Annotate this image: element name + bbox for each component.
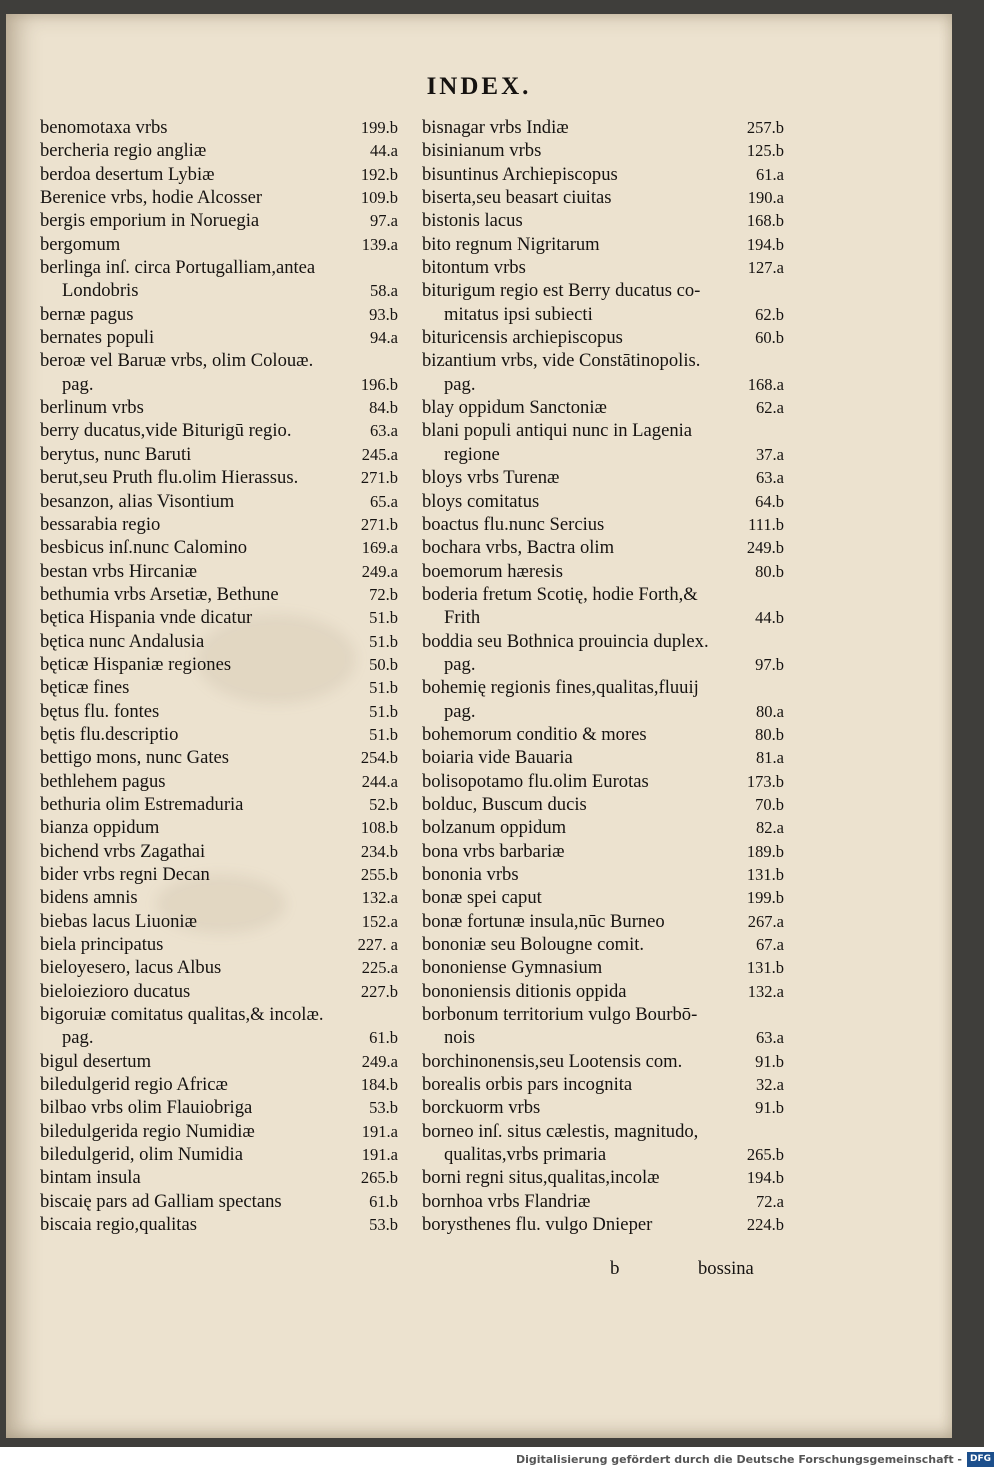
index-entry bbox=[40, 980, 398, 1003]
index-entry bbox=[422, 116, 784, 139]
index-entry bbox=[422, 956, 784, 979]
index-entry bbox=[40, 233, 398, 256]
page-reference: 271.b bbox=[360, 514, 398, 534]
index-entry bbox=[40, 186, 398, 209]
index-entry bbox=[422, 863, 784, 886]
index-term: bercheria regio angliæ bbox=[40, 140, 207, 162]
index-entry bbox=[40, 466, 398, 489]
page-reference: 93.b bbox=[369, 304, 398, 324]
index-term: bistonis lacus bbox=[422, 210, 523, 232]
index-entry bbox=[40, 279, 398, 302]
index-entry bbox=[422, 209, 784, 232]
page-reference: 234.b bbox=[360, 841, 398, 861]
index-entry bbox=[40, 443, 398, 466]
index-term: bieloyesero, lacus Albus bbox=[40, 957, 222, 979]
index-term: boemorum hæresis bbox=[422, 560, 563, 582]
index-entry bbox=[422, 256, 784, 279]
page-reference: 125.b bbox=[746, 141, 784, 161]
index-term: bętis flu.descriptio bbox=[40, 723, 179, 745]
index-term: bigoruiæ comitatus qualitas,& incolæ. bbox=[40, 1004, 324, 1026]
page-reference: 257.b bbox=[746, 118, 784, 137]
index-term: bessarabia regio bbox=[40, 513, 161, 535]
page-reference: 51.b bbox=[369, 608, 398, 628]
index-term: bernæ pagus bbox=[40, 303, 134, 325]
index-entry bbox=[422, 1213, 784, 1236]
page-header: INDEX. bbox=[426, 73, 532, 100]
index-entry bbox=[422, 630, 784, 653]
index-entry bbox=[422, 653, 784, 676]
index-entry bbox=[422, 139, 784, 162]
index-term: bilbao vrbs olim Flauiobriga bbox=[40, 1097, 253, 1119]
page-reference: 61.b bbox=[369, 1191, 398, 1211]
index-term: bethuria olim Estremaduria bbox=[40, 793, 244, 815]
index-entry bbox=[40, 116, 398, 139]
index-term: pag. bbox=[444, 373, 476, 395]
page-reference: 199.b bbox=[746, 888, 784, 908]
index-term: berlinum vrbs bbox=[40, 397, 144, 419]
index-term: bisuntinus Archiepiscopus bbox=[422, 163, 618, 185]
index-entry bbox=[422, 419, 784, 442]
page-reference: 244.a bbox=[361, 771, 398, 791]
page-reference: 53.b bbox=[369, 1098, 398, 1118]
index-term: bloys vrbs Turenæ bbox=[422, 467, 560, 489]
index-term: Frith bbox=[444, 607, 481, 629]
index-entry bbox=[40, 1190, 398, 1213]
index-entry bbox=[40, 1096, 398, 1119]
page-reference: 67.a bbox=[756, 935, 784, 955]
index-entry bbox=[422, 443, 784, 466]
page-reference: 91.b bbox=[755, 1098, 784, 1118]
dfg-logo: DFG bbox=[967, 1452, 994, 1467]
page-reference: 139.a bbox=[361, 234, 398, 254]
page-reference: 108.b bbox=[360, 818, 398, 838]
index-entry bbox=[422, 1050, 784, 1073]
index-entry bbox=[422, 933, 784, 956]
index-term: regione bbox=[444, 443, 500, 465]
page-reference: 131.b bbox=[746, 958, 784, 978]
index-entry bbox=[422, 606, 784, 629]
index-term: biebas lacus Liuoniæ bbox=[40, 910, 197, 932]
page-reference: 51.b bbox=[369, 678, 398, 698]
index-entry bbox=[422, 583, 784, 606]
page-reference: 63.a bbox=[756, 1028, 784, 1048]
index-term: biledulgerid, olim Numidia bbox=[40, 1144, 243, 1166]
index-term: borysthenes flu. vulgo Dnieper bbox=[422, 1214, 653, 1236]
index-entry bbox=[422, 1143, 784, 1166]
page-reference: 44.a bbox=[370, 141, 398, 161]
index-term: bętus flu. fontes bbox=[40, 700, 160, 722]
index-entry bbox=[422, 1003, 784, 1026]
index-entry bbox=[422, 770, 784, 793]
page-reference: 58.a bbox=[370, 281, 398, 301]
page-reference: 82.a bbox=[756, 818, 784, 838]
index-entry bbox=[40, 793, 398, 816]
index-term: berdoa desertum Lybiæ bbox=[40, 163, 215, 185]
index-entry bbox=[40, 209, 398, 232]
index-term: borealis orbis pars incognita bbox=[422, 1074, 633, 1096]
index-term: boactus flu.nunc Sercius bbox=[422, 513, 605, 535]
page-reference: 94.a bbox=[370, 328, 398, 348]
index-term: bonæ fortunæ insula,nūc Burneo bbox=[422, 910, 665, 932]
index-entry bbox=[422, 676, 784, 699]
index-term: biscaia regio,qualitas bbox=[40, 1214, 197, 1236]
index-entry bbox=[40, 490, 398, 513]
index-entry bbox=[422, 700, 784, 723]
index-term: nois bbox=[444, 1027, 475, 1049]
index-term: mitatus ipsi subiecti bbox=[444, 303, 593, 325]
index-entry bbox=[40, 139, 398, 162]
index-term: bolisopotamo flu.olim Eurotas bbox=[422, 770, 649, 792]
page-reference: 80.b bbox=[755, 561, 784, 581]
page-reference: 109.b bbox=[360, 188, 398, 208]
page-reference: 52.b bbox=[369, 794, 398, 814]
index-column-left bbox=[40, 116, 398, 1237]
index-term: bidens amnis bbox=[40, 887, 138, 909]
index-term: Berenice vrbs, hodie Alcosser bbox=[40, 187, 263, 209]
index-term: bigul desertum bbox=[40, 1050, 152, 1072]
page-reference: 194.b bbox=[746, 1168, 784, 1188]
index-entry bbox=[422, 326, 784, 349]
index-entry bbox=[422, 490, 784, 513]
index-term: blay oppidum Sanctoniæ bbox=[422, 397, 607, 419]
page-reference: 194.b bbox=[746, 234, 784, 254]
index-entry bbox=[422, 513, 784, 536]
index-entry bbox=[40, 700, 398, 723]
index-entry bbox=[422, 186, 784, 209]
page-reference: 225.a bbox=[361, 958, 398, 978]
index-term: bituricensis archiepiscopus bbox=[422, 327, 623, 349]
index-term: borchinonensis,seu Lootensis com. bbox=[422, 1050, 683, 1072]
page-reference: 254.b bbox=[360, 748, 398, 768]
index-entry bbox=[40, 676, 398, 699]
page-reference: 80.a bbox=[756, 701, 784, 721]
page-reference: 70.b bbox=[755, 794, 784, 814]
index-entry bbox=[40, 863, 398, 886]
index-entry bbox=[40, 560, 398, 583]
index-term: bornhoa vrbs Flandriæ bbox=[422, 1190, 591, 1212]
page-reference: 189.b bbox=[746, 841, 784, 861]
index-term: bisinianum vrbs bbox=[422, 140, 542, 162]
page-reference: 192.b bbox=[360, 164, 398, 184]
index-entry bbox=[40, 303, 398, 326]
page-reference: 84.b bbox=[369, 398, 398, 418]
index-term: berry ducatus,vide Biturigū regio. bbox=[40, 420, 292, 442]
index-entry bbox=[40, 630, 398, 653]
index-entry bbox=[40, 746, 398, 769]
page-reference: 51.b bbox=[369, 701, 398, 721]
index-term: bolzanum oppidum bbox=[422, 817, 567, 839]
index-term: bononiense Gymnasium bbox=[422, 957, 603, 979]
index-term: Londobris bbox=[62, 280, 139, 302]
index-entry bbox=[422, 466, 784, 489]
index-entry bbox=[40, 536, 398, 559]
index-entry bbox=[40, 513, 398, 536]
page-reference: 65.a bbox=[370, 491, 398, 511]
page-reference: 80.b bbox=[755, 724, 784, 744]
index-term: bęticæ Hispaniæ regiones bbox=[40, 653, 232, 675]
index-column-right bbox=[422, 116, 784, 1237]
index-term: pag. bbox=[62, 373, 94, 395]
index-entry bbox=[40, 653, 398, 676]
page-reference: 97.b bbox=[755, 654, 784, 674]
page-reference: 32.a bbox=[756, 1075, 784, 1095]
index-entry bbox=[40, 956, 398, 979]
index-term: bononiensis ditionis oppida bbox=[422, 980, 627, 1002]
book-page bbox=[6, 14, 952, 1438]
index-term: qualitas,vrbs primaria bbox=[444, 1144, 607, 1166]
page-reference: 51.b bbox=[369, 724, 398, 744]
catchword: bossina bbox=[698, 1258, 754, 1279]
index-term: besanzon, alias Visontium bbox=[40, 490, 235, 512]
index-entry bbox=[422, 1073, 784, 1096]
index-entry bbox=[40, 606, 398, 629]
index-entry bbox=[40, 1143, 398, 1166]
page-reference: 132.a bbox=[361, 888, 398, 908]
page-reference: 51.b bbox=[369, 631, 398, 651]
page-reference: 81.a bbox=[756, 748, 784, 768]
index-entry bbox=[422, 536, 784, 559]
index-term: borni regni situs,qualitas,incolæ bbox=[422, 1167, 660, 1189]
page-reference: 131.b bbox=[746, 865, 784, 884]
page-reference: 227.b bbox=[360, 981, 398, 1001]
index-entry bbox=[40, 1073, 398, 1096]
page-reference: 227. a bbox=[357, 935, 398, 955]
index-entry bbox=[422, 163, 784, 186]
index-term: bętica nunc Andalusia bbox=[40, 630, 205, 652]
index-entry bbox=[40, 373, 398, 396]
index-term: boddia seu Bothnica prouincia duplex. bbox=[422, 630, 709, 652]
page-reference: 97.a bbox=[370, 211, 398, 231]
page-reference: 184.b bbox=[360, 1075, 398, 1095]
page-reference: 91.b bbox=[755, 1051, 784, 1071]
index-term: beroæ vel Baruæ vrbs, olim Colouæ. bbox=[40, 350, 314, 372]
index-term: bononiæ seu Bolougne comit. bbox=[422, 934, 645, 956]
index-entry bbox=[40, 396, 398, 419]
page-reference: 37.a bbox=[756, 444, 784, 464]
index-entry bbox=[40, 886, 398, 909]
signature-mark: b bbox=[610, 1258, 620, 1279]
index-term: berlinga inſ. circa Portugalliam,antea bbox=[40, 257, 316, 279]
index-entry bbox=[40, 256, 398, 279]
index-entry bbox=[40, 840, 398, 863]
index-term: bisnagar vrbs Indiæ bbox=[422, 117, 569, 138]
index-entry bbox=[422, 373, 784, 396]
index-entry bbox=[40, 1026, 398, 1049]
index-term: bolduc, Buscum ducis bbox=[422, 793, 587, 815]
page-reference: 271.b bbox=[360, 468, 398, 488]
index-term: bonæ spei caput bbox=[422, 887, 542, 909]
index-term: biscaię pars ad Galliam spectans bbox=[40, 1190, 282, 1212]
page-reference: 132.a bbox=[747, 981, 784, 1001]
index-term: bider vrbs regni Decan bbox=[40, 864, 210, 885]
index-entry bbox=[40, 583, 398, 606]
page-reference: 63.a bbox=[756, 468, 784, 488]
page-reference: 50.b bbox=[369, 654, 398, 674]
index-term: bohemię regionis fines,qualitas,fluuij bbox=[422, 677, 699, 699]
index-entry bbox=[422, 746, 784, 769]
index-entry bbox=[40, 910, 398, 933]
index-entry bbox=[40, 723, 398, 746]
index-entry bbox=[422, 349, 784, 372]
index-term: biledulgerid regio Africæ bbox=[40, 1074, 228, 1096]
index-term: borckuorm vrbs bbox=[422, 1097, 541, 1119]
page-reference: 265.b bbox=[360, 1168, 398, 1188]
index-entry bbox=[422, 279, 784, 302]
index-term: bloys comitatus bbox=[422, 490, 540, 512]
index-term: bętica Hispania vnde dicatur bbox=[40, 607, 253, 629]
index-term: borbonum territorium vulgo Bourbō- bbox=[422, 1004, 698, 1026]
index-entry bbox=[422, 1026, 784, 1049]
page-reference: 168.a bbox=[747, 374, 784, 394]
page-reference: 168.b bbox=[746, 211, 784, 231]
index-term: bestan vrbs Hircaniæ bbox=[40, 560, 197, 582]
page-reference: 255.b bbox=[360, 865, 398, 884]
page-reference: 61.a bbox=[756, 164, 784, 184]
index-term: bianza oppidum bbox=[40, 817, 160, 839]
index-entry bbox=[422, 1096, 784, 1119]
index-entry bbox=[40, 1166, 398, 1189]
page-reference: 63.a bbox=[370, 421, 398, 441]
index-term: biela principatus bbox=[40, 934, 164, 956]
index-term: benomotaxa vrbs bbox=[40, 117, 168, 138]
index-term: bononia vrbs bbox=[422, 864, 519, 885]
index-entry bbox=[40, 1213, 398, 1236]
index-entry bbox=[40, 1003, 398, 1026]
index-entry bbox=[40, 326, 398, 349]
index-entry bbox=[422, 1190, 784, 1213]
index-entry bbox=[422, 560, 784, 583]
index-term: berytus, nunc Baruti bbox=[40, 443, 192, 465]
footer-credit: Digitalisierung gefördert durch die Deutsche Forschungsgemeinschaft - bbox=[515, 1453, 962, 1466]
index-entry bbox=[422, 910, 784, 933]
page-reference: 265.b bbox=[746, 1145, 784, 1165]
page-reference: 44.b bbox=[755, 608, 784, 628]
page-reference: 152.a bbox=[361, 911, 398, 931]
index-entry bbox=[422, 396, 784, 419]
index-entry bbox=[422, 303, 784, 326]
index-entry bbox=[422, 840, 784, 863]
index-term: biserta,seu beasart ciuitas bbox=[422, 187, 612, 209]
page-reference: 173.b bbox=[746, 771, 784, 791]
page-reference: 224.b bbox=[746, 1215, 784, 1235]
page-reference: 196.b bbox=[360, 374, 398, 394]
index-term: pag. bbox=[444, 700, 476, 722]
page-reference: 62.a bbox=[756, 398, 784, 418]
index-entry bbox=[422, 1120, 784, 1143]
page-reference: 72.b bbox=[369, 584, 398, 604]
index-entry bbox=[40, 816, 398, 839]
index-term: bochara vrbs, Bactra olim bbox=[422, 537, 615, 559]
index-entry bbox=[40, 349, 398, 372]
page-reference: 127.a bbox=[747, 258, 784, 278]
index-term: bito regnum Nigritarum bbox=[422, 233, 600, 255]
index-term: bitontum vrbs bbox=[422, 257, 526, 279]
page-reference: 72.a bbox=[756, 1191, 784, 1211]
index-term: bieloiezioro ducatus bbox=[40, 980, 191, 1002]
index-entry bbox=[40, 163, 398, 186]
page-reference: 169.a bbox=[361, 538, 398, 558]
page-reference: 64.b bbox=[755, 491, 784, 511]
page-reference: 191.a bbox=[361, 1121, 398, 1141]
index-term: biledulgerida regio Numidiæ bbox=[40, 1120, 255, 1142]
index-entry bbox=[40, 933, 398, 956]
page-reference: 267.a bbox=[747, 911, 784, 931]
page-reference: 249.a bbox=[361, 561, 398, 581]
index-entry bbox=[422, 980, 784, 1003]
page-reference: 62.b bbox=[755, 304, 784, 324]
index-term: bethumia vrbs Arsetiæ, Bethune bbox=[40, 583, 279, 605]
index-term: bęticæ fines bbox=[40, 677, 130, 699]
index-term: boiaria vide Bauaria bbox=[422, 747, 573, 769]
page-reference: 199.b bbox=[360, 118, 398, 137]
page-reference: 191.a bbox=[361, 1145, 398, 1165]
index-entry bbox=[422, 793, 784, 816]
index-entry bbox=[40, 1050, 398, 1073]
index-term: borneo inſ. situs cælestis, magnitudo, bbox=[422, 1120, 699, 1142]
index-term: pag. bbox=[62, 1027, 94, 1049]
index-entry bbox=[422, 1166, 784, 1189]
page-reference: 60.b bbox=[755, 328, 784, 348]
index-term: bizantium vrbs, vide Constātinopolis. bbox=[422, 350, 701, 372]
index-entry bbox=[40, 770, 398, 793]
index-term: berut,seu Pruth flu.olim Hierassus. bbox=[40, 467, 299, 489]
index-entry bbox=[422, 233, 784, 256]
index-term: pag. bbox=[444, 653, 476, 675]
page-reference: 61.b bbox=[369, 1028, 398, 1048]
page-reference: 111.b bbox=[748, 514, 784, 534]
index-entry bbox=[422, 723, 784, 746]
index-term: bethlehem pagus bbox=[40, 770, 166, 792]
index-term: bichend vrbs Zagathai bbox=[40, 840, 206, 862]
index-term: bettigo mons, nunc Gates bbox=[40, 747, 230, 769]
index-term: bintam insula bbox=[40, 1167, 141, 1189]
index-term: besbicus inſ.nunc Calomino bbox=[40, 537, 248, 559]
index-term: boderia fretum Scotię, hodie Forth,& bbox=[422, 583, 698, 605]
index-term: bernates populi bbox=[40, 327, 155, 349]
page-reference: 190.a bbox=[747, 188, 784, 208]
page-reference: 249.b bbox=[746, 538, 784, 558]
index-term: bohemorum conditio & mores bbox=[422, 723, 647, 745]
index-term: bergis emporium in Noruegia bbox=[40, 210, 260, 232]
index-term: bona vrbs barbariæ bbox=[422, 840, 565, 862]
page-reference: 245.a bbox=[361, 444, 398, 464]
index-term: blani populi antiqui nunc in Lagenia bbox=[422, 420, 693, 442]
footer-bar bbox=[0, 1448, 1000, 1473]
index-entry bbox=[40, 419, 398, 442]
page-reference: 249.a bbox=[361, 1051, 398, 1071]
index-entry bbox=[422, 886, 784, 909]
index-term: bergomum bbox=[40, 233, 121, 255]
index-entry bbox=[422, 816, 784, 839]
page-reference: 53.b bbox=[369, 1215, 398, 1235]
index-term: biturigum regio est Berry ducatus co- bbox=[422, 280, 701, 302]
index-entry bbox=[40, 1120, 398, 1143]
